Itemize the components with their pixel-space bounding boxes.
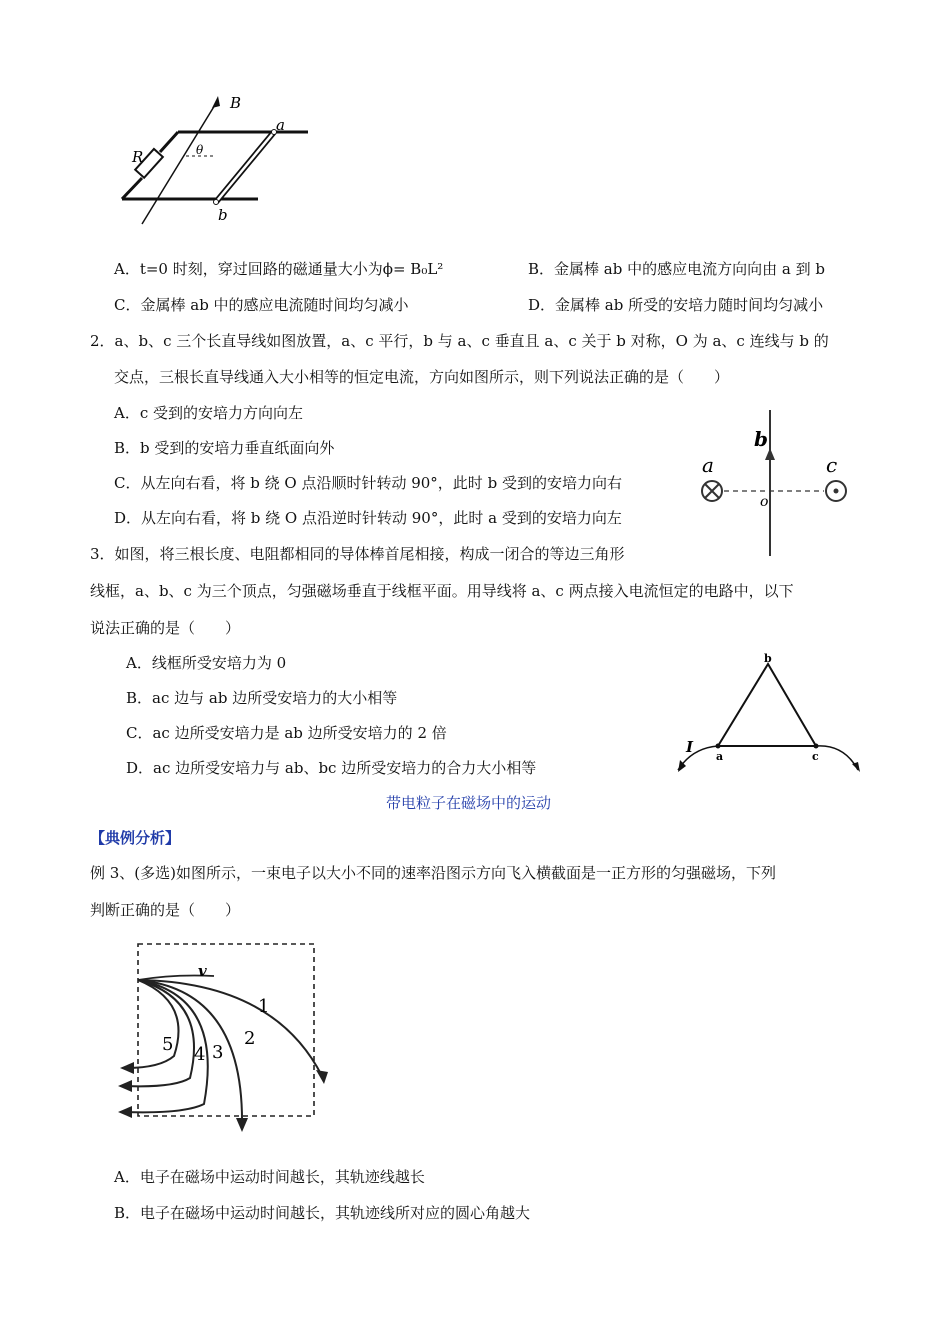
- label-a: a: [276, 116, 285, 134]
- label-a: a: [702, 453, 714, 477]
- q3-option-c: C．ac 边所受安培力是 ab 边所受安培力的 2 倍: [126, 724, 447, 742]
- label-b: b: [764, 652, 772, 665]
- ex3-stem-line2: 判断正确的是（ ）: [90, 901, 241, 919]
- label-R: R: [132, 148, 144, 166]
- label-5: 5: [162, 1034, 174, 1055]
- electron-trajectories-figure: [114, 936, 334, 1136]
- label-a: a: [716, 750, 724, 763]
- label-b: b: [218, 206, 228, 224]
- label-2: 2: [244, 1028, 256, 1049]
- q2-stem-line1: 2．a、b、c 三个长直导线如图放置，a、c 平行，b 与 a、c 垂直且 a、c 关于 b 对称，O 为 a、c 连线与 b 的: [90, 332, 829, 350]
- rail-rod-figure: [108, 92, 318, 242]
- q3-stem-line2: 线框，a、b、c 为三个顶点，匀强磁场垂直于线框平面。用导线将 a、c 两点接入电流恒定的电路中，以下: [90, 582, 794, 600]
- label-4: 4: [194, 1044, 206, 1065]
- q2-option-d: D．从左向右看，将 b 绕 O 点沿逆时针转动 90°，此时 a 受到的安培力向左: [114, 509, 622, 527]
- q2-option-a: A．c 受到的安培力方向向左: [114, 404, 304, 422]
- section-title: 带电粒子在磁场中的运动: [386, 794, 552, 812]
- triangle-frame-figure: [672, 650, 867, 780]
- ex3-stem-line1: 例 3、(多选)如图所示，一束电子以大小不同的速率沿图示方向飞入横截面是一正方形的匀强磁场，下列: [90, 864, 777, 882]
- label-3: 3: [212, 1042, 224, 1063]
- section-tag: 【典例分析】: [90, 829, 181, 847]
- q1-option-c: C．金属棒 ab 中的感应电流随时间均匀减小: [114, 296, 409, 314]
- label-c: c: [826, 453, 838, 477]
- label-b: b: [754, 427, 768, 451]
- q1-option-b: B．金属棒 ab 中的感应电流方向向由 a 到 b: [528, 260, 825, 278]
- q3-option-b: B．ac 边与 ab 边所受安培力的大小相等: [126, 689, 398, 707]
- label-v: v: [198, 962, 207, 980]
- label-B: B: [230, 94, 242, 112]
- q1-option-d: D．金属棒 ab 所受的安培力随时间均匀减小: [528, 296, 824, 314]
- q3-option-a: A．线框所受安培力为 0: [126, 654, 287, 672]
- q1-option-a: A．t=0 时刻，穿过回路的磁通量大小为ϕ= B₀L²: [114, 260, 444, 278]
- label-I: I: [686, 738, 694, 756]
- label-1: 1: [258, 996, 270, 1017]
- q2-option-c: C．从左向右看，将 b 绕 O 点沿顺时针转动 90°，此时 b 受到的安培力向右: [114, 474, 622, 492]
- label-theta: θ: [196, 143, 204, 157]
- label-o: o: [760, 494, 769, 510]
- q3-option-d: D．ac 边所受安培力与 ab、bc 边所受安培力的合力大小相等: [126, 759, 537, 777]
- q2-stem-line2: 交点，三根长直导线通入大小相等的恒定电流，方向如图所示，则下列说法正确的是（ ）: [114, 368, 730, 386]
- q3-stem-line3: 说法正确的是（ ）: [90, 619, 241, 637]
- q3-stem-line1: 3．如图，将三根长度、电阻都相同的导体棒首尾相接，构成一闭合的等边三角形: [90, 545, 625, 563]
- ex3-option-a: A．电子在磁场中运动时间越长，其轨迹线越长: [114, 1168, 425, 1186]
- three-wires-figure: [690, 410, 870, 560]
- ex3-option-b: B．电子在磁场中运动时间越长，其轨迹线所对应的圆心角越大: [114, 1204, 531, 1222]
- label-c: c: [812, 750, 819, 763]
- q2-option-b: B．b 受到的安培力垂直纸面向外: [114, 439, 335, 457]
